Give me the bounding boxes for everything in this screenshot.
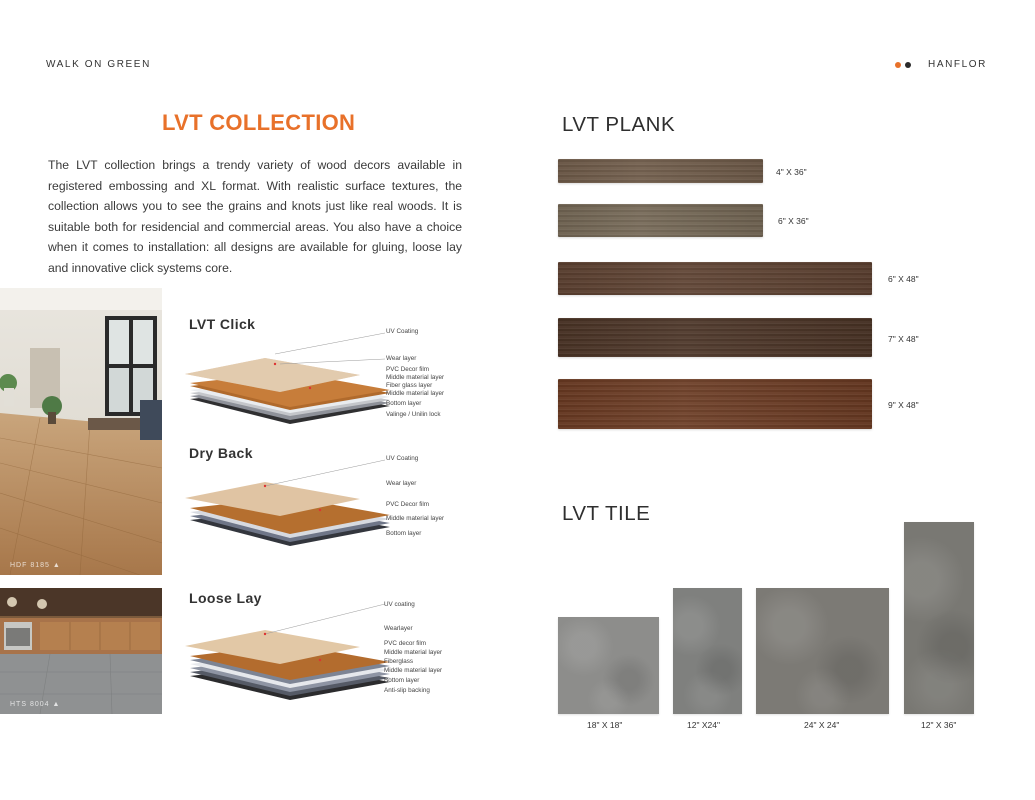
dry-back-layers-diagram [180,458,390,558]
orange-dot-icon [895,62,901,68]
layer-label: Bottom layer [384,677,420,684]
living-room-image [0,288,162,575]
photo-caption: HTS 8004 ▲ [10,701,61,708]
brand-tagline: WALK ON GREEN [46,59,151,70]
plank-section-title: LVT PLANK [562,113,676,136]
plank-swatch [558,262,872,295]
kitchen-photo [0,588,162,714]
photo-caption: HDF 8185 ▲ [10,562,61,569]
brand-name [895,59,987,70]
layer-label: Middle material layer [386,390,445,397]
page-title: LVT COLLECTION [162,110,356,135]
layer-label: Wear layer [386,355,417,362]
layer-label: Middle material layer [386,374,445,381]
living-room-photo [0,288,162,575]
plank-swatch [558,159,763,183]
plank-size-label: 4" X 36" [776,167,807,177]
tile-swatch [904,522,974,714]
tile-size-label: 12" X 36" [921,720,957,730]
layer-label: PVC decor film [384,640,426,647]
layer-label: Fiberglass [384,658,414,665]
layer-label: UV Coating [386,328,419,335]
construction-title: LVT Click [189,316,256,332]
plank-size-label: 9" X 48" [888,400,919,410]
layer-label: PVC Decor film [386,366,430,373]
layer-label: Bottom layer [386,530,422,537]
layer-label: Valinge / Unilin lock [386,411,441,418]
plank-size-label: 7" X 48" [888,334,919,344]
dark-dot-icon [905,62,911,68]
layer-label: Bottom layer [386,400,422,407]
tile-size-label: 24" X 24" [804,720,840,730]
plank-size-label: 6" X 36" [778,216,809,226]
layer-label: PVC Decor film [386,501,430,508]
layer-label: Middle material layer [384,649,443,656]
layer-label: Wear layer [386,480,417,487]
construction-title: Loose Lay [189,590,262,606]
plank-swatch [558,318,872,357]
plank-size-label: 6" X 48" [888,274,919,284]
layer-label: UV coating [384,601,415,608]
plank-swatch [558,204,763,237]
layer-label: Fiber glass layer [386,382,433,389]
layer-label: Middle material layer [386,515,445,522]
tile-section-title: LVT TILE [562,502,651,525]
layer-label: UV Coating [386,455,419,462]
layer-label: Wearlayer [384,625,413,632]
layer-label: Anti-slip backing [384,687,430,694]
plank-swatch [558,379,872,429]
kitchen-image [0,588,162,714]
tile-swatch [673,588,742,714]
loose-lay-layers-diagram [180,602,390,702]
lvt-click-layers-diagram [180,328,390,428]
tile-size-label: 18" X 18" [587,720,623,730]
brand-name-text: HANFLOR [928,59,987,70]
tile-size-label: 12" X24" [687,720,720,730]
tile-swatch [756,588,889,714]
tile-swatch [558,617,659,714]
construction-title: Dry Back [189,445,253,461]
intro-paragraph: The LVT collection brings a trendy variety of wood decors available in registered embossing and XL format. With realistic surface textures, the collection allows you to see the grains and knots just like real woods. It is suitable both for residencial and commercial areas. You also have a choice when it comes to installation: all designs are available for gluing, loose lay and innovative click systems core. [48,158,462,275]
layer-label: Middle material layer [384,667,443,674]
